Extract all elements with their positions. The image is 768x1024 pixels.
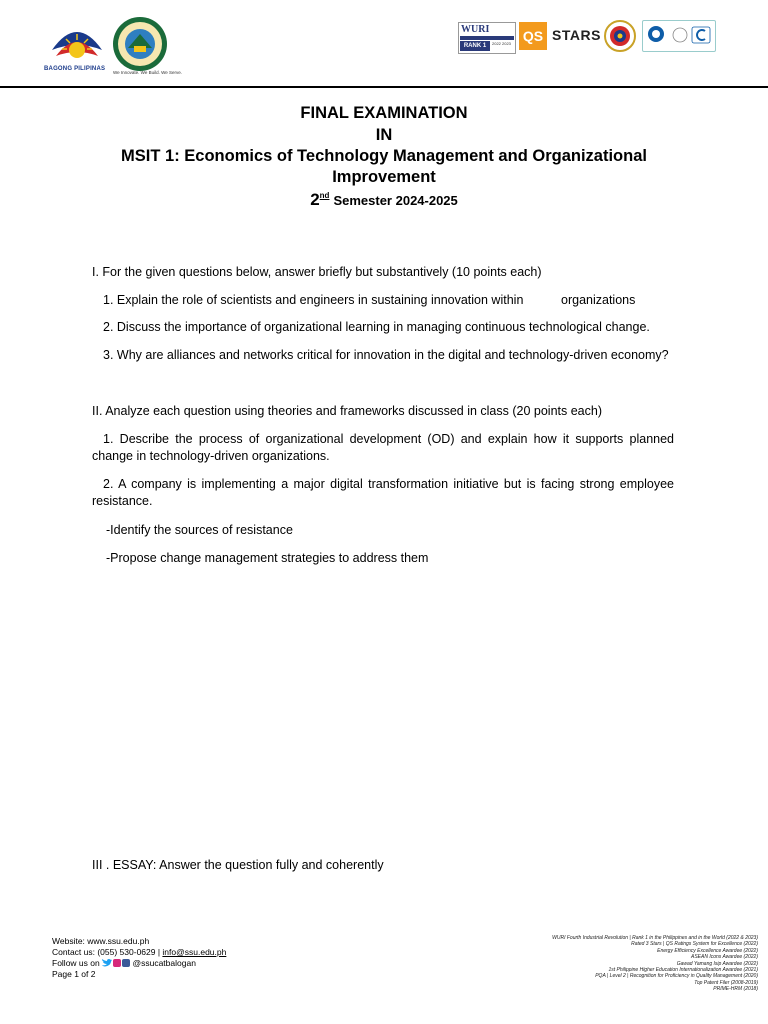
wurj-rank: RANK 1 (460, 41, 490, 51)
award-item: Rated 3 Stars | QS Ratings System for Excellence (2022) (631, 941, 758, 948)
footer-contact-prefix: Contact us: (055) 530-0629 | (52, 947, 163, 957)
twitter-icon[interactable] (102, 959, 112, 967)
award-item: PRIME-HRM (2018) (713, 986, 758, 993)
section-2-bullet-2: -Propose change management strategies to address them (106, 551, 429, 565)
section-1-question-1-end: organizations (561, 293, 636, 307)
award-seal-icon (604, 20, 636, 52)
course-title: MSIT 1: Economics of Technology Management and Organizational (121, 147, 647, 165)
award-item: ASEAN Icons Awardee (2022) (691, 954, 758, 961)
section-1-question-3: 3. Why are alliances and networks critical for innovation in the digital and technology-driven economy? (103, 348, 669, 362)
qs-stars-label: STARS (552, 27, 601, 43)
footer-website: Website: www.ssu.edu.ph (52, 936, 150, 946)
socotec-icon (643, 21, 715, 51)
bagong-pilipinas-label: BAGONG PILIPINAS (44, 66, 106, 72)
instagram-icon[interactable] (113, 959, 121, 967)
section-2-heading: II. Analyze each question using theories and frameworks discussed in class (20 points each) (92, 404, 602, 418)
section-3-heading: III . ESSAY: Answer the question fully and coherently (92, 858, 384, 872)
qs-logo: QS (519, 22, 547, 50)
award-item: 1st Philippine Higher Education Internationalization Awardee (2021) (608, 967, 758, 974)
section-2-question-2: 2. A company is implementing a major digital transformation initiative but is facing strong employee resistance. (92, 477, 674, 508)
ssu-seal-logo (112, 16, 168, 72)
exam-title-in: IN (375, 126, 393, 144)
wurj-years: 2022 2023 (492, 41, 511, 46)
wurj-bar (460, 36, 514, 40)
footer-page-number: Page 1 of 2 (52, 969, 96, 979)
socotec-certification-badge (642, 20, 716, 52)
semester-text: Semester 2024-2025 (333, 193, 458, 208)
award-item: Top Patent Filer (2008-2019) (694, 979, 758, 986)
wurj-label: WURI (461, 24, 490, 35)
section-1-heading: I. For the given questions below, answer briefly but substantively (10 points each) (92, 265, 542, 279)
footer-social-handle: @ssucatbalogan (132, 958, 196, 968)
section-2-bullet-1: -Identify the sources of resistance (106, 523, 293, 537)
wurj-badge (458, 22, 516, 54)
ssu-tagline: We Innovate. We Build. We Serve. (113, 70, 183, 75)
course-title-continued: Improvement (332, 168, 436, 186)
letterhead (0, 0, 768, 88)
award-item: Energy Efficiency Excellence Awardee (2022) (657, 947, 758, 954)
semester-line (0, 190, 768, 210)
footer-contact (52, 947, 226, 958)
exam-title: FINAL EXAMINATION (300, 104, 468, 122)
footer-social (52, 958, 196, 969)
award-item: WURI Fourth Industrial Revolution | Rank 1 in the Philippines and in the World (2022 & 2023) (552, 935, 758, 941)
wurj-sub (481, 25, 513, 29)
footer-awards-list (458, 935, 758, 993)
award-item: PQA | Level 2 | Recognition for Proficiency in Quality Management (2020) (595, 973, 758, 980)
footer-email-link[interactable]: info@ssu.edu.ph (162, 947, 227, 957)
section-1-question-2: 2. Discuss the importance of organizational learning in managing continuous technological change. (103, 320, 650, 334)
header-divider (0, 86, 768, 88)
section-1-question-1: 1. Explain the role of scientists and engineers in sustaining innovation within (103, 293, 524, 307)
facebook-icon[interactable] (122, 959, 130, 967)
award-item: Gawad Yamang Isip Awardee (2022) (676, 960, 758, 967)
section-2-question-1: 1. Describe the process of organizational development (OD) and explain how it supports planned change in technology-driven organizations. (92, 432, 674, 463)
footer-follow-label: Follow us on (52, 958, 100, 968)
semester-suffix: nd (319, 191, 330, 200)
semester-number: 2 (310, 190, 320, 209)
